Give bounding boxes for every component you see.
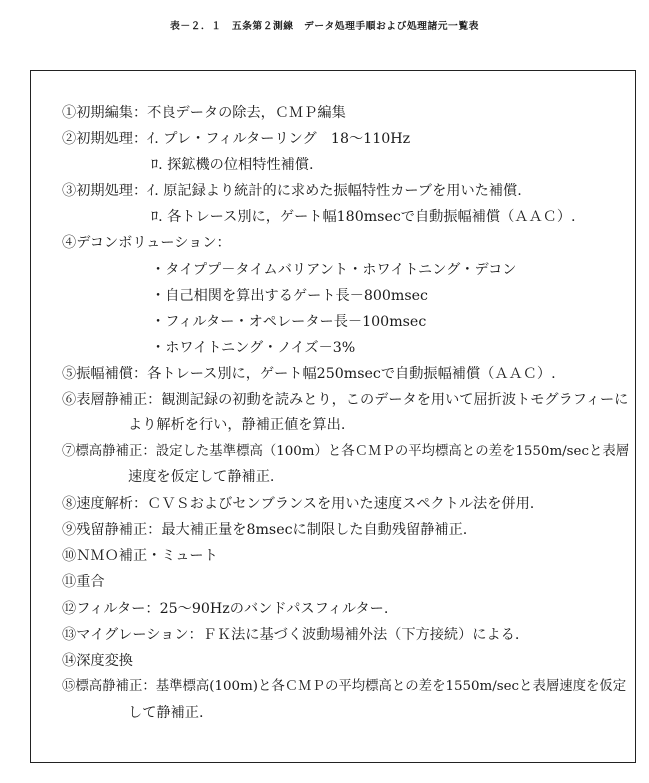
step-15-continuation: して静補正.	[128, 705, 204, 721]
deconvolution-bullet-operator: ・フィルター・オペレーター長－100msec	[151, 314, 427, 330]
step-4-deconvolution: ④デコンボリューション：	[62, 235, 231, 251]
step-6-surface-static-correction: ⑥表層静補正：観測記録の初動を読みとり，このデータを用いて屈折波トモグラフィーに	[62, 392, 629, 408]
step-1-initial-editing: ①初期編集：不良データの除去，ＣＭＰ編集	[62, 105, 346, 121]
step-15-elevation-static-correction: ⑮標高静補正：基準標高(100m)と各ＣＭＰの平均標高との差を1550m/secと表層速度を仮定	[62, 679, 627, 694]
step-7-continuation: 速度を仮定して静補正.	[128, 469, 275, 485]
step-6-continuation: より解析を行い，静補正値を算出.	[128, 417, 346, 433]
step-12-filter: ⑫フィルター：25～90Hzのバンドパスフィルター.	[62, 601, 389, 617]
step-2-initial-processing-a: ②初期処理：ｲ. プレ・フィルターリング 18～110Hz	[62, 131, 411, 147]
deconvolution-bullet-type: ・タイププ－タイムバリアント・ホワイトニング・デコン	[151, 262, 517, 278]
deconvolution-bullet-gate: ・自己相関を算出するゲート長－800msec	[151, 288, 428, 304]
step-9-residual-static-correction: ⑨残留静補正：最大補正量を8msecに制限した自動残留静補正.	[62, 522, 468, 538]
step-2-initial-processing-b: ﾛ. 探鉱機の位相特性補償.	[151, 157, 314, 173]
step-8-velocity-analysis: ⑧速度解析：ＣＶＳおよびセンブランスを用いた速度スペクトル法を併用.	[62, 496, 535, 512]
step-3-initial-processing-b: ﾛ. 各トレース別に，ゲート幅180msecで自動振幅補償（ＡＡＣ）.	[151, 209, 576, 225]
step-13-migration: ⑬マイグレーション：ＦＫ法に基づく波動場補外法（下方接続）による.	[62, 627, 520, 643]
step-10-nmo-correction-mute: ⑩ＮＭＯ補正・ミュート	[62, 548, 218, 564]
step-14-depth-conversion: ⑭深度変換	[62, 653, 133, 669]
step-3-initial-processing-a: ③初期処理：ｲ. 原記録より統計的に求めた振幅特性カーブを用いた補償.	[62, 183, 522, 199]
deconvolution-bullet-noise: ・ホワイトニング・ノイズ－3%	[151, 340, 356, 356]
processing-steps-box	[30, 70, 636, 763]
step-11-stacking: ⑪重合	[62, 574, 105, 590]
table-title: 表－２．１ 五条第２測線 データ処理手順および処理諸元一覧表	[170, 21, 479, 32]
step-5-amplitude-compensation: ⑤振幅補償：各トレース別に，ゲート幅250msecで自動振幅補償（ＡＡＣ）.	[62, 366, 556, 382]
step-7-elevation-static-correction: ⑦標高静補正：設定した基準標高（100m）と各ＣＭＰの平均標高との差を1550m/secと表層	[62, 444, 630, 459]
